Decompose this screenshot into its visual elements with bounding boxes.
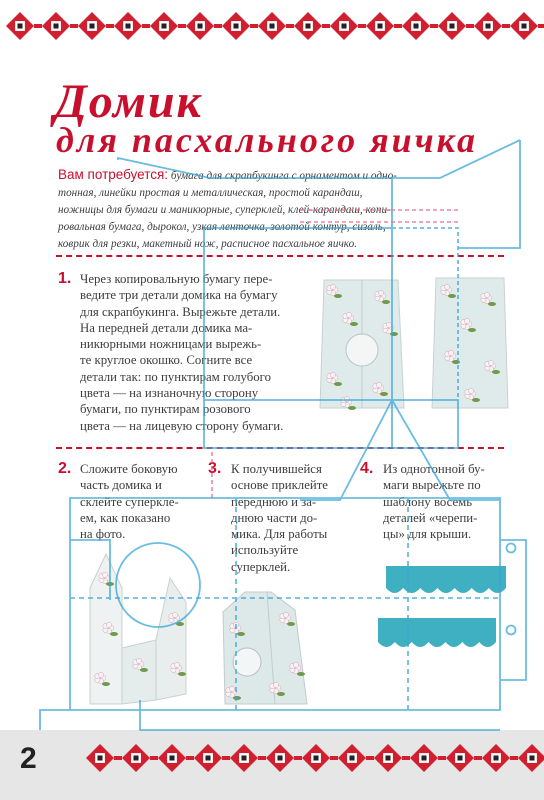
embroidery-motif-dot bbox=[197, 23, 202, 28]
step-line: те круглое окошко. Согните все bbox=[80, 353, 253, 368]
blossom-leaf bbox=[452, 360, 460, 364]
blossom-leaf bbox=[178, 672, 186, 676]
blossom-leaf bbox=[448, 294, 456, 298]
embroidery-motif-dot bbox=[205, 755, 210, 760]
blossom-leaf bbox=[380, 392, 388, 396]
step-line: для скрапбукинга. Вырежьте детали. bbox=[80, 304, 281, 319]
embroidery-link bbox=[430, 24, 438, 28]
embroidery-link bbox=[330, 756, 338, 760]
page-number: 2 bbox=[20, 742, 37, 775]
step-line: ем, как показано bbox=[80, 510, 171, 525]
blossom-leaf bbox=[382, 300, 390, 304]
step-line: бумаги, по пунктирам розового bbox=[80, 402, 251, 417]
embroidery-motif-dot bbox=[421, 755, 426, 760]
embroidery-border-top bbox=[0, 8, 544, 44]
embroidery-link bbox=[538, 24, 544, 28]
embroidery-link bbox=[474, 756, 482, 760]
step-3-text bbox=[231, 461, 359, 575]
blossom-petal bbox=[283, 612, 288, 617]
blossom-petal bbox=[344, 396, 349, 401]
embroidery-link bbox=[142, 24, 150, 28]
step-number: 2. bbox=[58, 460, 72, 477]
blossom-leaf bbox=[277, 692, 285, 696]
blossom-leaf bbox=[233, 696, 241, 700]
blossom-petal bbox=[273, 682, 278, 687]
assembled-house-photo bbox=[215, 588, 315, 706]
blossom-petal bbox=[172, 612, 177, 617]
step-line: цвета — на изнаночную сторону bbox=[80, 386, 259, 401]
embroidery-link bbox=[510, 756, 518, 760]
materials-line: ровальная бумага, дырокол, узкая ленточка, золотой контур, сизаль, bbox=[58, 221, 386, 233]
blossom-leaf bbox=[350, 322, 358, 326]
step-line: Из однотонной бу- bbox=[383, 462, 485, 476]
step-line: используйте bbox=[231, 543, 299, 558]
step-line: ведите три детали домика на бумагу bbox=[80, 288, 278, 303]
embroidery-link bbox=[106, 24, 114, 28]
embroidery-motif-dot bbox=[233, 23, 238, 28]
embroidery-motif-dot bbox=[277, 755, 282, 760]
embroidery-motif-dot bbox=[457, 755, 462, 760]
blossom-leaf bbox=[176, 622, 184, 626]
blossom-petal bbox=[464, 318, 469, 323]
blossom-leaf bbox=[492, 370, 500, 374]
step-line: шаблону восемь bbox=[383, 494, 473, 509]
blossom-petal bbox=[293, 662, 298, 667]
embroidery-link bbox=[250, 24, 258, 28]
blossom-petal bbox=[444, 284, 449, 289]
embroidery-link bbox=[178, 24, 186, 28]
blossom-petal bbox=[376, 382, 381, 387]
step-line: часть домика и bbox=[80, 478, 162, 493]
step-line: Через копировальную бумагу пере- bbox=[80, 272, 273, 286]
materials-line: тонная, линейки простая и металлическая, простой карандаш, bbox=[58, 187, 363, 199]
blossom-leaf bbox=[140, 668, 148, 672]
blossom-petal bbox=[386, 322, 391, 327]
embroidery-motif-dot bbox=[349, 755, 354, 760]
embroidery-link bbox=[358, 24, 366, 28]
blossom-petal bbox=[174, 662, 179, 667]
step-line: маги вырежьте по bbox=[383, 478, 481, 493]
blossom-leaf bbox=[106, 582, 114, 586]
blossom-leaf bbox=[110, 632, 118, 636]
blossom-leaf bbox=[334, 294, 342, 298]
embroidery-border-bottom bbox=[80, 740, 544, 776]
embroidery-motif-dot bbox=[89, 23, 94, 28]
embroidery-link bbox=[34, 24, 42, 28]
embroidery-motif-dot bbox=[269, 23, 274, 28]
blossom-petal bbox=[488, 360, 493, 365]
folded-side-photo bbox=[86, 548, 192, 710]
blossom-petal bbox=[233, 622, 238, 627]
section-divider bbox=[56, 255, 504, 257]
blossom-leaf bbox=[390, 332, 398, 336]
step-4-text bbox=[383, 461, 513, 542]
blossom-leaf bbox=[102, 682, 110, 686]
blossom-leaf bbox=[237, 632, 245, 636]
embroidery-link bbox=[70, 24, 78, 28]
embroidery-motif-dot bbox=[385, 755, 390, 760]
materials-line: ножницы для бумаги и маникюрные, суперклей, клей-карандаш, копи- bbox=[58, 204, 391, 216]
blossom-petal bbox=[468, 388, 473, 393]
blossom-leaf bbox=[468, 328, 476, 332]
step-number: 1. bbox=[58, 270, 72, 287]
blossom-petal bbox=[106, 622, 111, 627]
blossom-petal bbox=[346, 312, 351, 317]
step-line: на фото. bbox=[80, 527, 126, 542]
materials-label: Вам потребуется: bbox=[58, 167, 169, 182]
blossom-leaf bbox=[348, 406, 356, 410]
section-divider bbox=[56, 447, 504, 449]
blossom-petal bbox=[330, 284, 335, 289]
blossom-leaf bbox=[297, 672, 305, 676]
embroidery-motif-dot bbox=[241, 755, 246, 760]
embroidery-motif-dot bbox=[17, 23, 22, 28]
blossom-petal bbox=[136, 658, 141, 663]
roof-tiles-photo bbox=[378, 556, 510, 666]
blossom-petal bbox=[98, 672, 103, 677]
step-line: На передней детали домика ма- bbox=[80, 320, 253, 335]
embroidery-motif-dot bbox=[377, 23, 382, 28]
embroidery-link bbox=[114, 756, 122, 760]
embroidery-motif-dot bbox=[341, 23, 346, 28]
step-line: цы» для крыши. bbox=[383, 527, 472, 542]
embroidery-link bbox=[366, 756, 374, 760]
embroidery-link bbox=[258, 756, 266, 760]
embroidery-link bbox=[186, 756, 194, 760]
embroidery-motif-dot bbox=[449, 23, 454, 28]
blossom-petal bbox=[378, 290, 383, 295]
embroidery-motif-dot bbox=[161, 23, 166, 28]
embroidery-motif-dot bbox=[97, 755, 102, 760]
embroidery-motif-dot bbox=[521, 23, 526, 28]
page-title: Домик bbox=[54, 75, 203, 128]
embroidery-link bbox=[402, 756, 410, 760]
step-line: цвета — на лицевую сторону бумаги. bbox=[80, 418, 284, 433]
embroidery-link bbox=[438, 756, 446, 760]
embroidery-link bbox=[294, 756, 302, 760]
step-2-text bbox=[80, 461, 205, 542]
embroidery-motif-dot bbox=[305, 23, 310, 28]
embroidery-link bbox=[286, 24, 294, 28]
embroidery-motif-dot bbox=[485, 23, 490, 28]
embroidery-link bbox=[502, 24, 510, 28]
embroidery-link bbox=[222, 756, 230, 760]
embroidery-link bbox=[466, 24, 474, 28]
step-number: 3. bbox=[208, 460, 222, 477]
blossom-petal bbox=[484, 292, 489, 297]
blossom-leaf bbox=[287, 622, 295, 626]
step-line: детали так: по пунктирам голубого bbox=[80, 369, 271, 384]
embroidery-link bbox=[394, 24, 402, 28]
step-line: суперклей. bbox=[231, 559, 291, 574]
step-line: переднюю и за- bbox=[231, 494, 317, 509]
embroidery-link bbox=[322, 24, 330, 28]
embroidery-link bbox=[214, 24, 222, 28]
step-1-text bbox=[80, 271, 320, 434]
step-line: мика. Для работы bbox=[231, 527, 328, 542]
blossom-petal bbox=[102, 572, 107, 577]
embroidery-motif-dot bbox=[413, 23, 418, 28]
embroidery-motif-dot bbox=[493, 755, 498, 760]
embroidery-link bbox=[150, 756, 158, 760]
blossom-leaf bbox=[488, 302, 496, 306]
step-line: Сложите боковую bbox=[80, 462, 178, 476]
materials-line: коврик для резки, макетный нож, расписное пасхальное яичко. bbox=[58, 238, 358, 250]
step-line: никюрными ножницами вырежь- bbox=[80, 337, 262, 352]
blossom-leaf bbox=[472, 398, 480, 402]
page-subtitle: для пасхального яичка bbox=[56, 120, 478, 160]
embroidery-motif-dot bbox=[169, 755, 174, 760]
step-number: 4. bbox=[360, 460, 374, 477]
embroidery-motif-dot bbox=[313, 755, 318, 760]
step-line: днюю части до- bbox=[231, 510, 318, 525]
box-back-photo bbox=[430, 276, 510, 410]
embroidery-motif-dot bbox=[133, 755, 138, 760]
embroidery-motif-dot bbox=[53, 23, 58, 28]
blossom-petal bbox=[229, 686, 234, 691]
materials-line: бумага для скрапбукинга с орнаментом и одно- bbox=[170, 170, 397, 182]
step-line: деталей «черепи- bbox=[383, 510, 478, 525]
step-line: основе приклейте bbox=[231, 478, 328, 493]
embroidery-motif-dot bbox=[529, 755, 534, 760]
embroidery-motif-dot bbox=[125, 23, 130, 28]
blossom-leaf bbox=[334, 382, 342, 386]
blossom-petal bbox=[448, 350, 453, 355]
step-line: склейте суперкле- bbox=[80, 494, 179, 509]
materials-list bbox=[58, 166, 488, 253]
blossom-petal bbox=[330, 372, 335, 377]
box-front-photo bbox=[318, 278, 406, 410]
step-line: К получившейся bbox=[231, 462, 322, 476]
